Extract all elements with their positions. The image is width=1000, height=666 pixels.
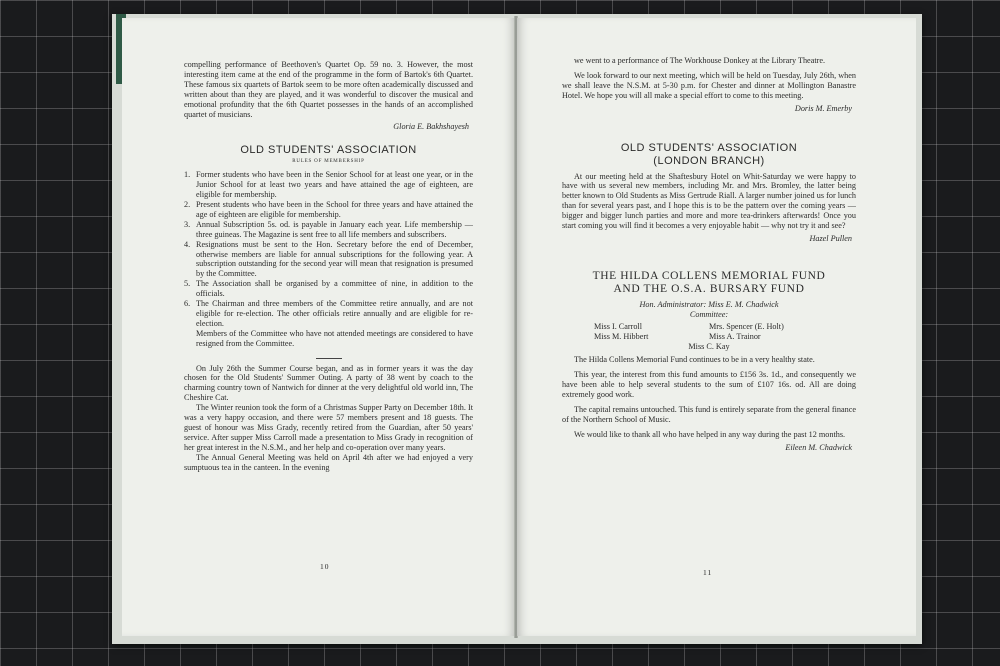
london-branch-heading: OLD STUDENTS' ASSOCIATION (620, 141, 798, 154)
rule-item: 5. The Association shall be organised by a committee of nine, in addition to the officials. (184, 279, 473, 299)
rules-subheading: RULES OF MEMBERSHIP (292, 159, 365, 165)
page-number-right: 11 (703, 568, 713, 577)
committee-label: Committee: (689, 309, 729, 319)
right-page (517, 18, 916, 636)
rule-item: 3. Annual Subscription 5s. od. is payable in January each year. Life membership — three guineas. The Magazine is sent free to all life members and subscribers. (184, 219, 473, 239)
left-text-column (184, 60, 473, 473)
left-page (122, 18, 515, 636)
committee-member: Mrs. Spencer (E. Holt) (709, 321, 784, 331)
right-text-column (562, 56, 856, 453)
fund-signature: Eileen M. Chadwick (785, 442, 852, 452)
summer-outing-paragraph: On July 26th the Summer Course began, and as in former years it was the day chosen for the Old Students' Summer Outing. A party of 38 went by coach to the charming country town of Nantwich for dinner at the very delightful old world inn, The Cheshire Cat. (184, 363, 473, 403)
page-number-left: 10 (320, 562, 330, 571)
administrator-line: Hon. Administrator: Miss E. M. Chadwick (639, 299, 779, 309)
rules-note: Members of the Committee who have not attended meetings are considered to have resigned from the Committee. (196, 328, 473, 348)
committee-member: Miss M. Hibbert (594, 331, 649, 341)
fund-paragraph-1: The Hilda Collens Memorial Fund continues to be in a very healthy state. (574, 355, 815, 365)
rules-list (184, 170, 473, 329)
continued-text: we went to a performance of The Workhouse Donkey at the Library Theatre. (574, 56, 826, 65)
agm-paragraph: The Annual General Meeting was held on April 4th after we had enjoyed a very sumptuous tea in the canteen. In the evening (184, 452, 473, 472)
london-branch-paragraph: At our meeting held at the Shaftesbury Hotel on Whit-Saturday we were happy to have with us several new members, including Mr. and Mrs. Bromley, the latter being better known to Old Students as Miss Gertrude Riall. A larger number joined us for lunch than for several years past, and I hope this is to be the pattern over the coming years — bigger and bigger lunch parties and more and more tea-drinkers afterwards! Once you start coming you will find it becomes a very enjoyable habit — why not try it and see? (562, 171, 856, 231)
winter-reunion-paragraph: The Winter reunion took the form of a Christmas Supper Party on December 18th. It was a very happy occasion, and there were 57 members present and 18 guests. The guest of honour was Miss Grady, recently retired from the Guardian, after 50 years' service. After supper Miss Carroll made a presentation to Miss Grady in recognition of her great interest in the N.S.M., and her help and co-operation over many years. (184, 403, 473, 452)
london-branch-subheading: (LONDON BRANCH) (653, 154, 765, 167)
committee-member-last: Miss C. Kay (688, 341, 730, 351)
rule-item: 4. Resignations must be sent to the Hon. Secretary before the end of December, otherwise members are liable for annual subscriptions for the following year. A subscription outstanding for the second year will mean that resignation is presumed by the Committee. (184, 239, 473, 279)
next-meeting-signature: Doris M. Emerby (794, 103, 852, 113)
committee-member: Miss I. Carroll (594, 321, 642, 331)
fund-paragraph-3: The capital remains untouched. This fund is entirely separate from the general finance of the Northern School of Music. (562, 405, 856, 424)
committee-member: Miss A. Trainor (709, 331, 761, 341)
fund-paragraph-4: We would like to thank all who have helped in any way during the past 12 months. (574, 429, 846, 439)
bursary-fund-heading: AND THE O.S.A. BURSARY FUND (613, 282, 805, 295)
rule-item: 2. Present students who have been in the School for three years and have attained the age of eighteen are eligible for membership. (184, 199, 473, 219)
next-meeting-paragraph: We look forward to our next meeting, which will be held on Tuesday, July 26th, when we shall leave the N.S.M. at 5-30 p.m. for Chester and dinner at Mollington Banastre Hotel. We hope you will all make a special effort to come to this meeting. (562, 70, 856, 100)
section-divider (316, 358, 342, 359)
committee-list (594, 322, 824, 342)
concert-review-text: compelling performance of Beethoven's Quartet Op. 59 no. 3. However, the most interesting item came at the end of the programme in the form of Bartok's 6th Quartet. These famous six quartets of Bartok seem to be more often academically discussed and written about than they are played, and it was wonderful to discover the musical and emotional profundity that the 6th Quartet possesses in the hands of an accomplished quartet of musicians. (184, 60, 473, 119)
rule-item: 1. Former students who have been in the Senior School for at least one year, or in the Junior School for at least two years and have attained the age of eighteen, are eligible for membership. (184, 170, 473, 200)
concert-review-signature: Gloria E. Bakhshayesh (393, 122, 469, 132)
fund-paragraph-2: This year, the interest from this fund amounts to £156 3s. 1d., and consequently we have been able to help several students to the sum of £107 16s. od. All are doing extremely good work. (562, 370, 856, 400)
memorial-fund-heading: THE HILDA COLLENS MEMORIAL FUND (592, 269, 826, 282)
osa-heading: OLD STUDENTS' ASSOCIATION (240, 144, 417, 157)
rule-item: 6. The Chairman and three members of the Committee retire annually, and are not eligible for re-election. The other officials retire annually and are eligible for re-election. (184, 299, 473, 328)
london-branch-signature: Hazel Pullen (809, 233, 852, 243)
